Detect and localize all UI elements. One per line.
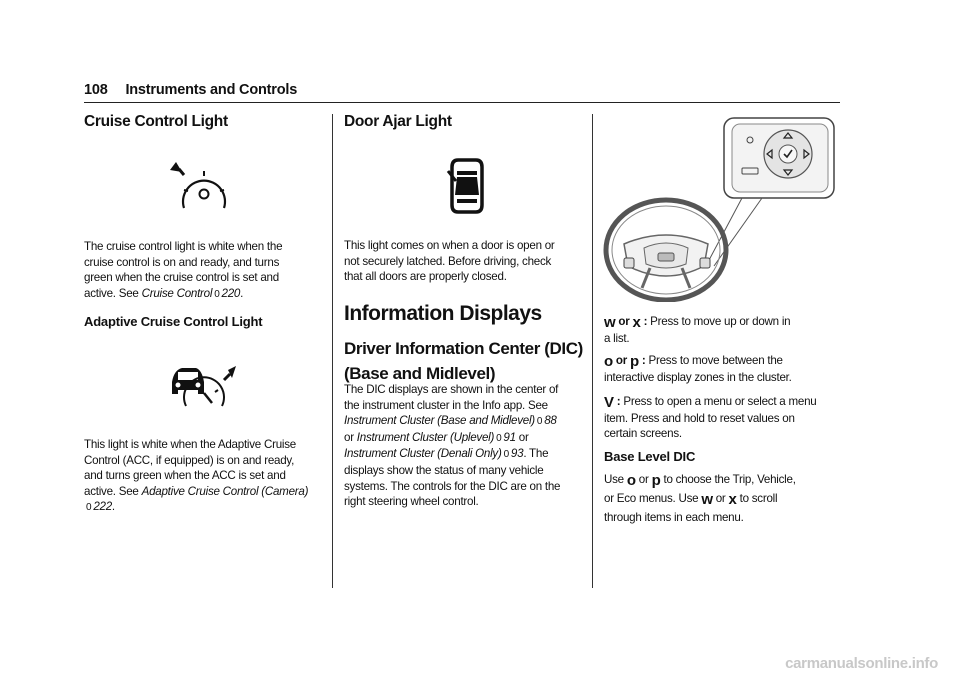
text-line: displays show the status of many vehicle — [344, 463, 544, 477]
text-span: : — [643, 315, 648, 328]
text-span: or — [715, 492, 726, 505]
text-span: or — [618, 315, 630, 328]
text-line: not securely latched. Before driving, check — [344, 254, 552, 268]
text-line: 0 222. — [86, 500, 115, 514]
up-arrow-icon: w — [701, 491, 713, 508]
cruise-control-icon — [166, 160, 238, 216]
left-arrow-icon: o — [626, 472, 636, 489]
acc-heading: Adaptive Cruise Control Light — [84, 314, 263, 329]
text-span: or Eco menus. Use — [604, 492, 699, 505]
text-line — [604, 471, 844, 490]
page-ref-icon: 0 — [496, 432, 502, 444]
text-line: and turns green when the ACC is set and — [84, 469, 286, 483]
acc-paragraph — [84, 437, 328, 516]
text-line — [344, 446, 588, 463]
cluster-denali-page-ref[interactable]: 93 — [510, 447, 524, 461]
page-ref-icon: 0 — [503, 449, 509, 461]
check-paragraph — [604, 394, 844, 442]
acc-page-ref[interactable]: 222 — [93, 500, 112, 514]
right-arrow-icon: p — [651, 472, 661, 489]
text-line: that all doors are properly closed. — [344, 270, 507, 284]
text-line: item. Press and hold to reset values on — [604, 411, 795, 425]
text-line: The cruise control light is white when the — [84, 240, 283, 253]
text-line: systems. The controls for the DIC are on the — [344, 479, 561, 493]
base-level-dic-heading: Base Level DIC — [604, 449, 696, 464]
cluster-uplevel-page-ref[interactable]: 91 — [503, 430, 516, 444]
text-line: The DIC displays are shown in the center of — [344, 383, 559, 396]
down-arrow-icon: x — [632, 314, 641, 331]
text-span: or — [515, 430, 529, 444]
checkmark-icon: V — [604, 394, 614, 411]
text-span: or — [638, 473, 649, 486]
cruise-control-heading: Cruise Control Light — [84, 113, 228, 130]
section-title: Instruments and Controls — [125, 82, 298, 98]
text-line — [604, 353, 844, 370]
text-line: interactive display zones in the cluster. — [604, 370, 792, 384]
text-line: cruise control is on and ready, and turns — [84, 255, 280, 269]
text-span: Use — [604, 473, 624, 486]
steering-wheel-illustration — [602, 116, 838, 302]
text-span: Press to move between the — [648, 354, 783, 367]
text-span: active. See — [84, 484, 142, 498]
left-arrow-icon: o — [604, 353, 613, 370]
adaptive-cruise-icon — [170, 360, 250, 410]
text-span: or — [344, 430, 357, 444]
text-line: This light comes on when a door is open or — [344, 239, 555, 252]
text-line: active. See Cruise Control 0 220. — [84, 286, 244, 300]
text-line — [604, 314, 844, 331]
text-span: Press to open a menu or select a menu — [623, 395, 817, 408]
text-line: a list. — [604, 331, 630, 345]
text-line — [344, 430, 588, 447]
watermark-text: carmanualsonline.info — [785, 655, 938, 672]
cluster-base-link[interactable]: Instrument Cluster (Base and Midlevel) — [344, 414, 535, 428]
dic-heading-line: (Base and Midlevel) — [344, 364, 496, 383]
text-span: active. See — [84, 286, 142, 300]
dic-heading — [344, 336, 583, 386]
text-span: : — [641, 354, 646, 367]
page-ref-icon: 0 — [536, 416, 543, 428]
text-span: : — [616, 395, 621, 408]
text-line — [604, 394, 844, 411]
dic-paragraph — [344, 382, 588, 510]
page-ref-icon: 0 — [214, 288, 220, 300]
watermark — [0, 655, 960, 677]
door-ajar-paragraph — [344, 238, 584, 285]
cluster-uplevel-link[interactable]: Instrument Cluster (Uplevel) — [356, 430, 495, 444]
text-span: Press to move up or down in — [650, 315, 791, 328]
cluster-denali-link[interactable]: Instrument Cluster (Denali Only) — [344, 447, 502, 461]
text-line: right steering wheel control. — [344, 495, 479, 509]
door-ajar-icon — [446, 157, 486, 215]
cluster-base-page-ref[interactable]: 88 — [544, 414, 557, 428]
information-displays-heading: Information Displays — [344, 302, 542, 325]
text-line — [84, 484, 328, 500]
text-span: to choose the Trip, Vehicle, — [663, 473, 796, 486]
page-ref-icon: 0 — [86, 502, 92, 514]
dic-heading-line: Driver Information Center (DIC) — [344, 339, 583, 358]
text-span: to scroll — [739, 492, 778, 505]
acc-link[interactable]: Adaptive Cruise Control (Camera) — [141, 484, 309, 498]
down-arrow-icon: x — [728, 491, 737, 508]
text-line — [344, 413, 588, 430]
text-span: or — [615, 354, 627, 367]
page-number: 108 — [84, 82, 108, 98]
header-rule — [84, 102, 840, 103]
base-level-paragraph — [604, 471, 844, 527]
updown-paragraph — [604, 314, 844, 346]
leftright-paragraph — [604, 353, 844, 385]
column-divider-2 — [592, 114, 593, 588]
right-arrow-icon: p — [629, 353, 639, 370]
text-line: This light is white when the Adaptive Cruise — [84, 438, 296, 451]
column-divider-1 — [332, 114, 333, 588]
text-line: the instrument cluster in the Info app. See — [344, 398, 548, 412]
text-span: . The — [523, 447, 549, 461]
text-line: Control (ACC, if equipped) is on and ready, — [84, 453, 295, 467]
cruise-control-page-ref[interactable]: 220 — [221, 286, 241, 300]
text-line: certain screens. — [604, 427, 682, 441]
door-ajar-heading: Door Ajar Light — [344, 113, 452, 130]
cruise-control-paragraph — [84, 239, 324, 302]
text-line: green when the cruise control is set and — [84, 271, 279, 285]
text-line: through items in each menu. — [604, 511, 744, 524]
page-header — [84, 82, 840, 102]
text-line — [604, 490, 844, 509]
up-arrow-icon: w — [604, 314, 616, 331]
cruise-control-link[interactable]: Cruise Control — [141, 286, 213, 300]
